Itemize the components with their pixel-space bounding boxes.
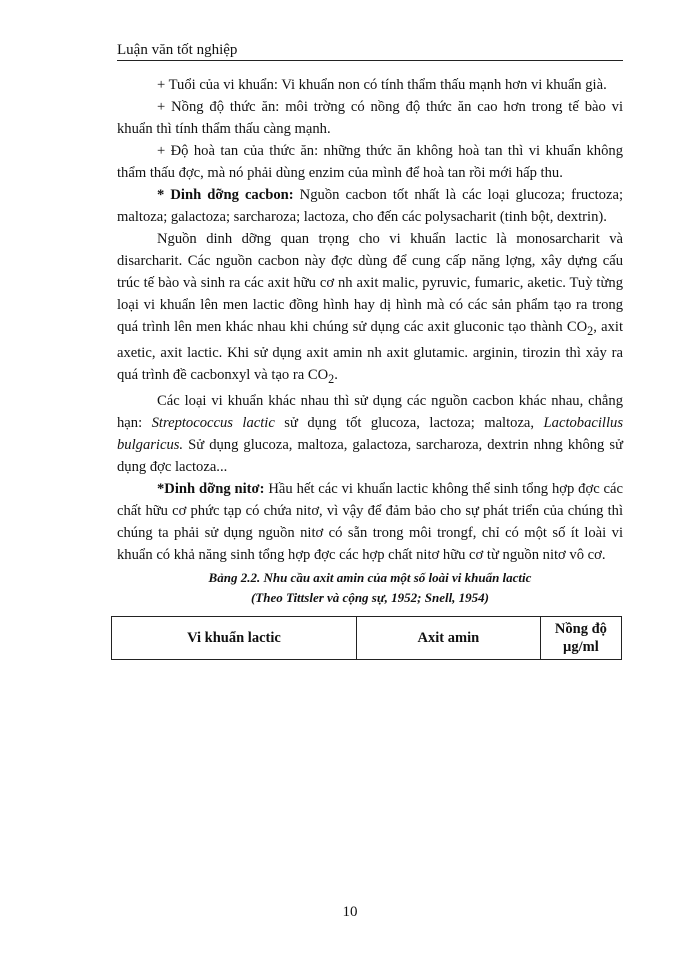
table-caption-source: (Theo Tittsler và cộng sự, 1952; Snell, 1954)	[250, 589, 490, 605]
paragraph-carbon-nutrition	[117, 184, 623, 228]
species-text-2: sử dụng tốt glucoza, lactoza; maltoza,	[274, 414, 544, 431]
species-name-lactobacillus: Lactobacillus bulgaricus.	[117, 414, 624, 453]
paragraph-food-concentration: + Nồng độ thức ăn: môi trờng có nồng độ thức ăn cao hơn trong tế bào vi khuẩn thì tính thẩm thấu càng mạnh.	[117, 99, 623, 137]
paragraph-bacteria-age: + Tuổi của vi khuẩn: Vi khuẩn non có tính thẩm thấu mạnh hơn vi khuẩn già.	[157, 77, 607, 93]
page-body	[117, 74, 623, 660]
header-divider	[117, 60, 623, 61]
carbon-sources-text-2: , axit axetic, axit lactic. Khi sử dụng axit amin nh axit glutamic. arginin, tirozin thì xảy ra quá trình đề cacbonxyl và tạo ra CO	[117, 319, 623, 383]
carbon-sources-text-3: .	[334, 366, 338, 383]
paragraph-species-carbon-use	[117, 390, 623, 478]
concentration-label: Nồng độ	[554, 621, 607, 638]
header-lactic-bacteria: Vi khuẩn lactic	[112, 616, 357, 659]
carbon-nutrition-heading: * Dinh dỡng cacbon:	[157, 187, 294, 203]
header-amino-acid: Axit amin	[356, 616, 540, 659]
paragraph-nitrogen-nutrition	[117, 478, 623, 566]
concentration-unit: µg/ml	[563, 639, 599, 656]
paragraph-food-solubility: + Độ hoà tan của thức ăn: những thức ăn không hoà tan thì vi khuẩn không thẩm thấu đợc, mà nó phải dùng enzim của mình để hoà tan rồi mới hấp thu.	[117, 143, 623, 181]
running-header: Luận văn tốt nghiệp	[117, 42, 238, 58]
carbon-sources-text-1: Nguồn dinh dỡng quan trọng cho vi khuẩn lactic là monosarcharit và disarcharit. Các nguồn cacbon này đợc dùng để cung cấp năng lợng, xây dựng cấu trúc tế bào và sinh ra các axit hữu cơ nh axit malic, pyruvic, fumaric, aketic. Tuỳ từng loại vi khuẩn lên men lactic đồng hình hay dị hình mà có các sản phẩm tạo ra trong quá trình lên men khác nhau khi chúng sử dụng các axit gluconic tạo thành CO	[117, 231, 623, 335]
nitrogen-nutrition-heading: *Dinh dỡng nitơ:	[157, 480, 265, 497]
table-header-row	[112, 616, 622, 659]
paragraph-carbon-sources	[117, 228, 623, 390]
amino-acid-table	[111, 616, 622, 660]
species-text-3: Sử dụng glucoza, maltoza, galactoza, sarcharoza, dextrin nhng không sử dụng đợc lactoza...	[117, 436, 623, 475]
carbon-nutrition-text: Nguồn cacbon tốt nhất là các loại glucoza; fructoza; maltoza; galactoza; sarcharoza; lactoza, cho đến các polysacharit (tinh bột, dextrin).	[117, 187, 623, 225]
nitrogen-nutrition-text: Hầu hết các vi khuẩn lactic không thể sinh tổng hợp đợc các chất hữu cơ phức tạp có chứa nitơ, vì vậy để đảm bảo cho sự phát triển của chúng thì chúng ta phải sử dụng nguồn nitơ có sẵn trong môi trongf, chỉ có một số ít loài vi khuẩn có khả năng sinh tổng hợp đợc các hợp chất nitơ hữu cơ từ nguồn nitơ vô cơ.	[117, 480, 623, 563]
page-number: 10	[342, 904, 358, 920]
co2-subscript-1: 2	[587, 323, 594, 338]
header-concentration	[540, 616, 621, 659]
species-text-1: Các loại vi khuẩn khác nhau thì sử dụng các nguồn cacbon khác nhau, chẳng hạn:	[117, 392, 623, 431]
species-name-streptococcus: Streptococcus lactic	[151, 414, 275, 431]
table-caption: Bảng 2.2. Nhu cầu axit amin của một số loài vi khuẩn lactic	[208, 569, 532, 585]
co2-subscript-2: 2	[328, 371, 335, 386]
